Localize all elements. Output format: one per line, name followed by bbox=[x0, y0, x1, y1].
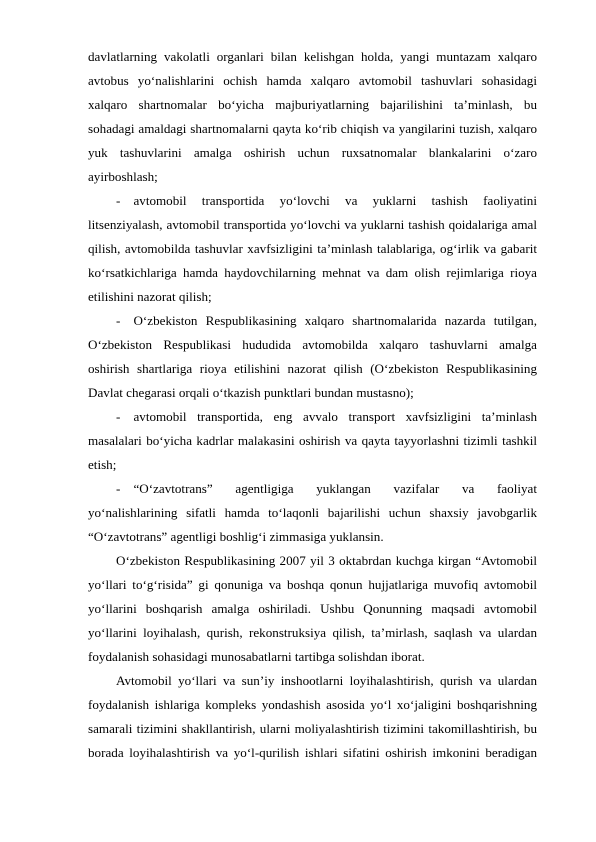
list-item-dash: - O‘zbekiston Respublikasining xalqaro shartnomalarida nazarda tutilgan, bbox=[116, 313, 537, 328]
text-line: yo‘llari to‘g‘risida” gi qonuniga va boshqa qonun hujjatlariga muvofiq avtomobil bbox=[88, 577, 537, 592]
text-line: Davlat chegarasi orqali o‘tkazish punktlari bundan mustasno); bbox=[88, 385, 414, 400]
text-line: borada loyihalashtirish va yo‘l-qurilish ishlari sifatini oshirish imkonini beradigan bbox=[88, 745, 537, 760]
text-line: etilishini nazorat qilish; bbox=[88, 289, 212, 304]
text-line: yo‘llarini boshqarish amalga oshiriladi. Ushbu Qonunning maqsadi avtomobil bbox=[88, 601, 537, 616]
text-line: masalalari bo‘yicha kadrlar malakasini oshirish va qayta tayyorlashni tizimli tashkil bbox=[88, 433, 537, 448]
text-line: ko‘rsatkichlariga hamda haydovchilarning mehnat va dam olish rejimlariga rioya bbox=[88, 265, 537, 280]
text-line: samarali tizimini shakllantirish, ularni moliyalashtirish tizimini takomillashtirish, bu bbox=[88, 721, 537, 736]
paragraph-first-line: O‘zbekiston Respublikasining 2007 yil 3 oktabrdan kuchga kirgan “Avtomobil bbox=[116, 553, 537, 568]
list-item-dash: - avtomobil transportida, eng avvalo transport xavfsizligini ta’minlash bbox=[116, 409, 537, 424]
text-line: O‘zbekiston Respublikasi hududida avtomobilda xalqaro tashuvlarni amalga bbox=[88, 337, 537, 352]
text-line: yo‘llarini loyihalash, qurish, rekonstruksiya qilish, ta’mirlash, saqlash va ulardan bbox=[88, 625, 537, 640]
list-item-dash: - “O‘zavtotrans” agentligiga yuklangan vazifalar va faoliyat bbox=[116, 481, 537, 496]
text-line: etish; bbox=[88, 457, 117, 472]
text-line: “O‘zavtotrans” agentligi boshlig‘i zimmasiga yuklansin. bbox=[88, 529, 384, 544]
text-line: qilish, avtomobilda tashuvlar xavfsizligini ta’minlash talablariga, og‘irlik va gabarit bbox=[88, 241, 537, 256]
text-line: ayirboshlash; bbox=[88, 169, 158, 184]
text-line: oshirish shartlariga rioya etilishini nazorat qilish (O‘zbekiston Respublikasining bbox=[88, 361, 537, 376]
text-line: foydalanish ishlariga kompleks yondashish asosida yo‘l xo‘jaligini boshqarishning bbox=[88, 697, 537, 712]
text-line: davlatlarning vakolatli organlari bilan kelishgan holda, yangi muntazam xalqaro bbox=[88, 49, 537, 64]
text-line: yuk tashuvlarini amalga oshirish uchun ruxsatnomalar blankalarini o‘zaro bbox=[88, 145, 537, 160]
text-line: xalqaro shartnomalar bo‘yicha majburiyatlarning bajarilishini ta’minlash, bu bbox=[88, 97, 537, 112]
text-line: yo‘nalishlarining sifatli hamda to‘laqonli bajarilishi uchun shaxsiy javobgarlik bbox=[88, 505, 537, 520]
text-line: foydalanish sohasidagi munosabatlarni tartibga solishdan iborat. bbox=[88, 649, 425, 664]
list-item-dash: - avtomobil transportida yo‘lovchi va yuklarni tashish faoliyatini bbox=[116, 193, 537, 208]
text-line: sohadagi amaldagi shartnomalarni qayta ko‘rib chiqish va yangilarini tuzish, xalqaro bbox=[88, 121, 537, 136]
text-line: avtobus yo‘nalishlarini ochish hamda xalqaro avtomobil tashuvlari sohasidagi bbox=[88, 73, 537, 88]
paragraph-first-line: Avtomobil yo‘llari va sun’iy inshootlarni loyihalashtirish, qurish va ulardan bbox=[116, 673, 537, 688]
text-line: litsenziyalash, avtomobil transportida yo‘lovchi va yuklarni tashish qoidalariga amal bbox=[88, 217, 537, 232]
